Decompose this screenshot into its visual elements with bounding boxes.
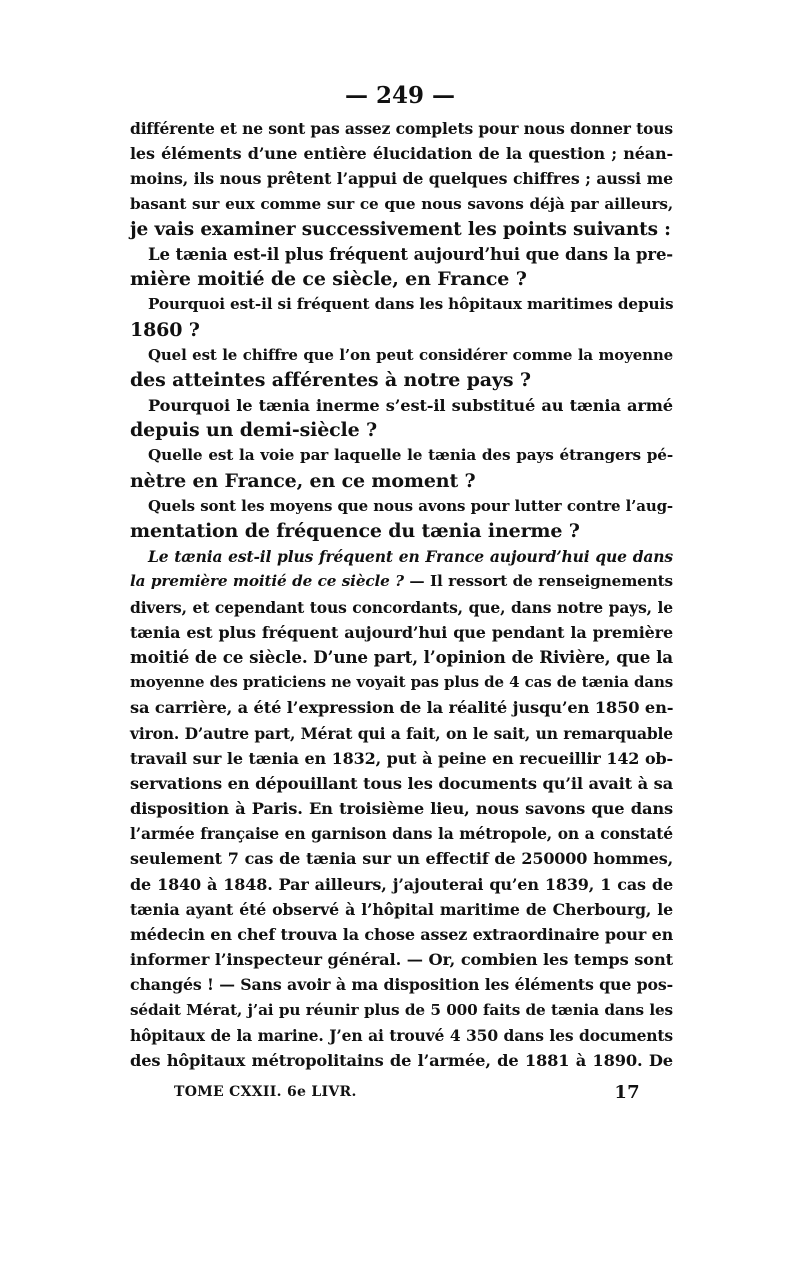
text-line xyxy=(130,418,673,443)
text-line xyxy=(130,116,673,141)
line-text: médecin en chef trouva la chose assez extraordinaire pour en xyxy=(130,925,674,944)
text-line xyxy=(130,569,673,594)
text-line xyxy=(130,393,673,418)
page-footer xyxy=(174,1080,640,1104)
line-text: moins, ils nous prêtent l’appui de quelques chiffres ; aussi me xyxy=(130,169,673,189)
line-text: informer l’inspecteur général. — Or, combien les temps sont xyxy=(130,950,673,970)
text-line xyxy=(130,443,673,468)
text-line xyxy=(130,872,673,897)
footer-sheet-number: 17 xyxy=(614,1081,640,1103)
line-text: Quel est le chiffre que l’on peut considérer comme la moyenne xyxy=(148,345,673,364)
line-text: disposition à Paris. En troisième lieu, nous savons que dans xyxy=(130,799,673,819)
text-line xyxy=(130,242,673,267)
text-line xyxy=(130,217,673,242)
text-line xyxy=(130,771,673,796)
line-text: tænia ayant été observé à l’hôpital maritime de Cherbourg, le xyxy=(130,899,673,919)
line-text: Pourquoi est-il si fréquent dans les hôpitaux maritimes depuis xyxy=(148,295,674,314)
text-line xyxy=(130,368,673,393)
text-line xyxy=(130,922,673,947)
text-line xyxy=(130,972,673,997)
line-text: travail sur le tænia en 1832, put à peine en recueillir 142 ob- xyxy=(130,748,673,768)
text-line xyxy=(130,544,673,569)
text-line xyxy=(130,846,673,871)
line-text: des hôpitaux métropolitains de l’armée, de 1881 à 1890. De xyxy=(130,1050,673,1070)
text-line xyxy=(130,695,673,720)
line-text: les éléments d’une entière élucidation de la question ; néan- xyxy=(130,144,673,164)
italic-heading: la première moitié de ce siècle ? xyxy=(130,572,404,591)
text-line xyxy=(130,192,673,217)
text-line xyxy=(130,292,673,317)
line-text: changés ! — Sans avoir à ma disposition les éléments que pos- xyxy=(130,975,673,995)
page-number: — 249 — xyxy=(344,82,456,109)
line-text: mière moitié de ce siècle, en France ? xyxy=(130,268,527,291)
text-line xyxy=(130,469,673,494)
text-line xyxy=(130,343,673,368)
line-text: de 1840 à 1848. Par ailleurs, j’ajouterai qu’en 1839, 1 cas de xyxy=(130,874,673,894)
text-line xyxy=(130,267,673,292)
text-line xyxy=(130,796,673,821)
italic-heading: Le tænia est-il plus fréquent en France aujourd’hui que dans xyxy=(148,547,673,567)
text-line xyxy=(130,1023,673,1048)
line-text: Pourquoi le tænia inerme s’est-il substitué au tænia armé xyxy=(148,396,673,416)
line-text: — Il ressort de renseignements xyxy=(403,572,673,591)
text-line xyxy=(130,141,673,166)
line-text: Quelle est la voie par laquelle le tænia des pays étrangers pé- xyxy=(148,446,673,465)
text-line xyxy=(130,645,673,670)
text-line xyxy=(130,746,673,771)
line-text: 1860 ? xyxy=(130,318,200,341)
line-text: basant sur eux comme sur ce que nous savons déjà par ailleurs, xyxy=(130,194,673,213)
line-text: moitié de ce siècle. D’une part, l’opinion de Rivière, que la xyxy=(130,646,673,667)
text-line xyxy=(130,494,673,519)
line-text: tænia est plus fréquent aujourd’hui que pendant la première xyxy=(130,622,673,642)
line-text: hôpitaux de la marine. J’en ai trouvé 4 350 dans les documents xyxy=(130,1025,673,1045)
body-text xyxy=(130,116,673,1073)
text-line xyxy=(130,519,673,544)
line-text: l’armée française en garnison dans la métropole, on a constaté xyxy=(130,824,673,844)
line-text: servations en dépouillant tous les documents qu’il avait à sa xyxy=(130,773,673,793)
text-line xyxy=(130,897,673,922)
text-line xyxy=(130,947,673,972)
text-line xyxy=(130,1048,673,1073)
line-text: nètre en France, en ce moment ? xyxy=(130,469,476,492)
line-text: des atteintes afférentes à notre pays ? xyxy=(130,368,531,391)
line-text: divers, et cependant tous concordants, que, dans notre pays, le xyxy=(130,597,673,617)
text-line xyxy=(130,166,673,191)
line-text: depuis un demi-siècle ? xyxy=(130,419,378,442)
text-line xyxy=(130,595,673,620)
line-text: je vais examiner successivement les points suivants : xyxy=(130,218,671,240)
text-line xyxy=(130,821,673,846)
line-text: Le tænia est-il plus fréquent aujourd’hui que dans la pre- xyxy=(148,244,673,264)
line-text: Quels sont les moyens que nous avons pour lutter contre l’aug- xyxy=(148,496,673,515)
line-text: seulement 7 cas de tænia sur un effectif de 250000 hommes, xyxy=(130,849,673,869)
text-line xyxy=(130,998,673,1023)
line-text: sa carrière, a été l’expression de la réalité jusqu’en 1850 en- xyxy=(130,698,674,718)
text-line xyxy=(130,670,673,695)
line-text: différente et ne sont pas assez complets pour nous donner tous xyxy=(130,119,673,138)
text-line xyxy=(130,721,673,746)
text-line xyxy=(130,318,673,343)
line-text: viron. D’autre part, Mérat qui a fait, on le sait, un remarquable xyxy=(130,723,673,743)
line-text: mentation de fréquence du tænia inerme ? xyxy=(130,520,580,542)
text-line xyxy=(130,620,673,645)
line-text: moyenne des praticiens ne voyait pas plus de 4 cas de tænia dans xyxy=(130,673,673,692)
line-text: sédait Mérat, j’ai pu réunir plus de 5 000 faits de tænia dans les xyxy=(130,1000,673,1019)
footer-signature: TOME CXXII. 6e LIVR. xyxy=(174,1084,357,1100)
